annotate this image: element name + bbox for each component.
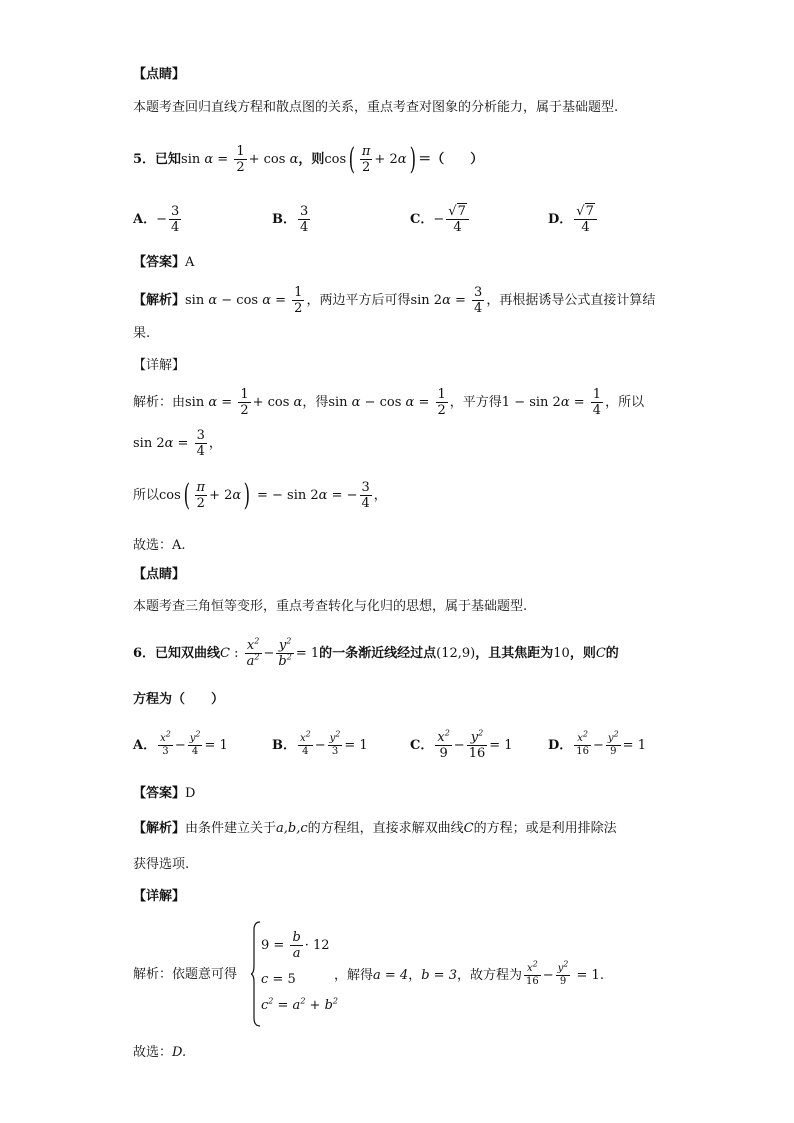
q6-stem-line2: 方程为（ ） bbox=[133, 692, 225, 707]
q6-c-y: $\frac{y^2}{16}$ bbox=[468, 728, 486, 761]
q5-jiexi-mid: ，两边平方后可得 bbox=[306, 293, 411, 308]
q6-option-a: A． $\frac{x^2}{3}$ − $\frac{y^2}{4}$ = 1 bbox=[133, 729, 228, 757]
q6-analysis-line2: 获得选项. bbox=[133, 857, 190, 872]
q5-xj-frac4: $\frac{3}{4}$ bbox=[196, 428, 205, 459]
q6-jiexi-c: 的方程；或是利用排除法 bbox=[473, 821, 617, 836]
q5-answer bbox=[133, 254, 194, 272]
q5-detail-line2: sin 2α = $\frac{3}{4}$ ， bbox=[133, 428, 222, 459]
q5-xj-de: ，得 bbox=[302, 395, 329, 410]
question-5-stem: 5．已知sin α = $\frac{1}{2}$ + cos α，则cos( $\frac{\pi}{2}$ + 2α) ＝（ ） bbox=[133, 141, 484, 177]
q6-choice-lead: 故选： bbox=[133, 1045, 173, 1060]
q6-xj-jiede: ，解得 bbox=[334, 968, 374, 983]
q5-xj-suoyi2: 所以 bbox=[133, 488, 160, 503]
q5-end: ＝（ ） bbox=[418, 152, 484, 167]
q6-option-b: B． $\frac{x^2}{4}$ − $\frac{y^2}{3}$ = 1 bbox=[272, 729, 368, 757]
q5-xj-frac3: $\frac{1}{4}$ bbox=[592, 387, 602, 418]
q5-analysis: 【解析】sin α − cos α = $\frac{1}{2}$ ，两边平方后可得sin 2α = $\frac{3}{4}$ ，再根据诱导公式直接计算结 bbox=[133, 285, 656, 316]
q5-opt-c-frac: $\frac{√7}{4}$ bbox=[446, 204, 469, 235]
dianjing-heading-prev: 【点睛】 bbox=[133, 67, 186, 82]
q6-choice-value: D. bbox=[172, 1045, 187, 1060]
q5-opt-d-frac: $\frac{√7}{4}$ bbox=[574, 204, 597, 235]
q6-xj-a4: a = 4 bbox=[373, 968, 409, 983]
q5-answer-tag: 【答案】 bbox=[133, 255, 186, 270]
q5-analysis-line2: 果. bbox=[133, 326, 151, 341]
q5-opt-a-frac: $\frac{3}{4}$ bbox=[171, 204, 180, 235]
q5-option-d bbox=[548, 202, 599, 238]
q6-option-d: D． $\frac{x^2}{16}$ − $\frac{y^2}{9}$ = 1 bbox=[548, 729, 646, 757]
q6-choice bbox=[133, 1044, 186, 1062]
q5-then: ，则 bbox=[298, 152, 325, 167]
q6-focal: 10 bbox=[553, 646, 570, 661]
q6-jiexi-a: 由条件建立关于 bbox=[185, 821, 277, 836]
q6-opt-b-label: B． bbox=[272, 738, 296, 753]
q5-option-a: A．− $\frac{3}{4}$ bbox=[133, 204, 180, 235]
q6-end: ，则 bbox=[569, 646, 596, 661]
q5-opt-b-frac: $\frac{3}{4}$ bbox=[300, 204, 309, 235]
q5-opt-b-label: B． bbox=[272, 212, 296, 227]
q6-answer-value: D bbox=[185, 786, 196, 801]
q5-xj-suoyi: ，所以 bbox=[605, 395, 645, 410]
q5-detail-line1: 解析：由sin α = $\frac{1}{2}$ + cos α，得sin α − cos α = $\frac{1}{2}$ ，平方得1 − sin 2α = $\frac{1}{4}$ ，所以 bbox=[133, 387, 645, 418]
q6-answer bbox=[133, 785, 195, 803]
q5-dianjing-text: 本题考查三角恒等变形，重点考查转化与化归的思想，属于基础题型. bbox=[133, 599, 528, 614]
q5-jx-frac1: $\frac{1}{2}$ bbox=[294, 285, 303, 316]
q5-jiexi-tag: 【解析】 bbox=[133, 293, 186, 308]
q6-frac-y: $\frac{y^2}{b^2}$ bbox=[278, 636, 292, 669]
q6-a-x: $\frac{x^2}{3}$ bbox=[160, 729, 171, 757]
q6-frac-x: $\frac{x^2}{a^2}$ bbox=[246, 636, 260, 669]
q5-xj-comma2: ， bbox=[373, 488, 387, 503]
q6-answer-tag: 【答案】 bbox=[133, 786, 186, 801]
q5-opt-d-label: D． bbox=[548, 212, 573, 227]
q5-xj-frac6: $\frac{3}{4}$ bbox=[361, 480, 370, 511]
q5-opt-a-label: A． bbox=[133, 212, 157, 227]
q6-eq1-frac: $\frac{b}{a}$ bbox=[292, 930, 301, 961]
q5-detail-line3: 所以cos( $\frac{\pi}{2}$ + 2α) = − sin 2α = − $\frac{3}{4}$ ， bbox=[133, 477, 387, 513]
q6-mid: 的一条渐近线经过点 bbox=[319, 646, 437, 661]
q6-eq2: c = 5 bbox=[261, 972, 296, 987]
q5-xj-comma: ， bbox=[208, 436, 222, 451]
q5-opt-c-label: C． bbox=[410, 212, 434, 227]
q5-detail-heading: 【详解】 bbox=[133, 358, 186, 373]
q5-xj-lead: 解析：由 bbox=[133, 395, 186, 410]
q6-eq1: 9 = $\frac{b}{a}$ · 12 bbox=[261, 930, 330, 961]
q6-xj-period: . bbox=[599, 968, 604, 983]
q6-equation-system bbox=[251, 920, 338, 1028]
q6-jiexi-b: 的方程组，直接求解双曲线 bbox=[307, 821, 464, 836]
q6-b-y: $\frac{y^2}{3}$ bbox=[329, 729, 341, 757]
q6-c-x: $\frac{x^2}{9}$ bbox=[437, 728, 450, 761]
question-6-stem: 6．已知双曲线C : $\frac{x^2}{a^2}$ − $\frac{y^2}{b^2}$ = 1的一条渐近线经过点(12,9)，且其焦距为10，则C的 bbox=[133, 636, 619, 669]
q6-d-y: $\frac{y^2}{9}$ bbox=[607, 729, 619, 757]
q5-jiexi-end: ，再根据诱导公式直接计算结 bbox=[486, 293, 656, 308]
q6-jiexi-abc: a,b,c bbox=[276, 821, 308, 836]
q5-option-b bbox=[272, 202, 312, 238]
q6-lead: 6．已知双曲线 bbox=[133, 646, 221, 661]
q6-xj-b3: b = 3 bbox=[421, 968, 457, 983]
q6-point: (12,9) bbox=[436, 646, 476, 661]
q6-opt-c-label: C． bbox=[410, 738, 434, 753]
q6-opt-a-label: A． bbox=[133, 738, 157, 753]
q6-d-x: $\frac{x^2}{16}$ bbox=[576, 729, 590, 757]
q6-xj-sep: ， bbox=[408, 968, 422, 983]
q5-option-c: C．− $\frac{√7}{4}$ bbox=[410, 202, 471, 238]
q5-dianjing-heading: 【点睛】 bbox=[133, 567, 186, 582]
q6-a-y: $\frac{y^2}{4}$ bbox=[189, 729, 201, 757]
q5-xj-frac1: $\frac{1}{2}$ bbox=[240, 387, 249, 418]
q5-lead: 5．已知 bbox=[133, 152, 182, 167]
q6-b-x: $\frac{x^2}{4}$ bbox=[300, 729, 311, 757]
q6-detail-lead: 解析：依题意可得 bbox=[133, 967, 238, 982]
left-brace-icon bbox=[251, 920, 261, 1028]
q6-xj-frac-x: $\frac{x^2}{16}$ bbox=[525, 959, 539, 987]
q6-option-c: C． $\frac{x^2}{9}$ − $\frac{y^2}{16}$ = 1 bbox=[410, 728, 513, 761]
q5-jx-frac2: $\frac{3}{4}$ bbox=[474, 285, 483, 316]
q6-detail-result: ，解得a = 4，b = 3，故方程为 $\frac{x^2}{16}$ − $\frac{y^2}{9}$ = 1. bbox=[334, 959, 604, 987]
q6-jiexi-tag: 【解析】 bbox=[133, 821, 186, 836]
q5-xj-frac2: $\frac{1}{2}$ bbox=[437, 387, 446, 418]
q6-detail-heading: 【详解】 bbox=[133, 889, 186, 904]
q5-xj-frac5: $\frac{\pi}{2}$ bbox=[196, 480, 206, 511]
dianjing-text-prev: 本题考查回归直线方程和散点图的关系，重点考查对图象的分析能力，属于基础题型. bbox=[133, 100, 619, 115]
q6-xj-frac-y: $\frac{y^2}{9}$ bbox=[557, 959, 569, 987]
q6-end2: 的 bbox=[605, 646, 619, 661]
q6-xj-gu: ，故方程为 bbox=[456, 968, 522, 983]
q6-eq3: $c^2 = a^2 + b^2$ bbox=[261, 996, 338, 1013]
q5-answer-value: A bbox=[185, 255, 195, 270]
q5-xj-pf: ，平方得 bbox=[449, 395, 502, 410]
q6-mid2: ，且其焦距为 bbox=[475, 646, 554, 661]
q6-opt-d-label: D． bbox=[548, 738, 573, 753]
q5-frac-pi2: $\frac{\pi}{2}$ bbox=[361, 144, 371, 175]
q5-choice: 故选：A. bbox=[133, 538, 186, 553]
q5-frac-half: $\frac{1}{2}$ bbox=[236, 144, 245, 175]
q6-analysis: 【解析】由条件建立关于a,b,c的方程组，直接求解双曲线C的方程；或是利用排除法 bbox=[133, 821, 617, 836]
